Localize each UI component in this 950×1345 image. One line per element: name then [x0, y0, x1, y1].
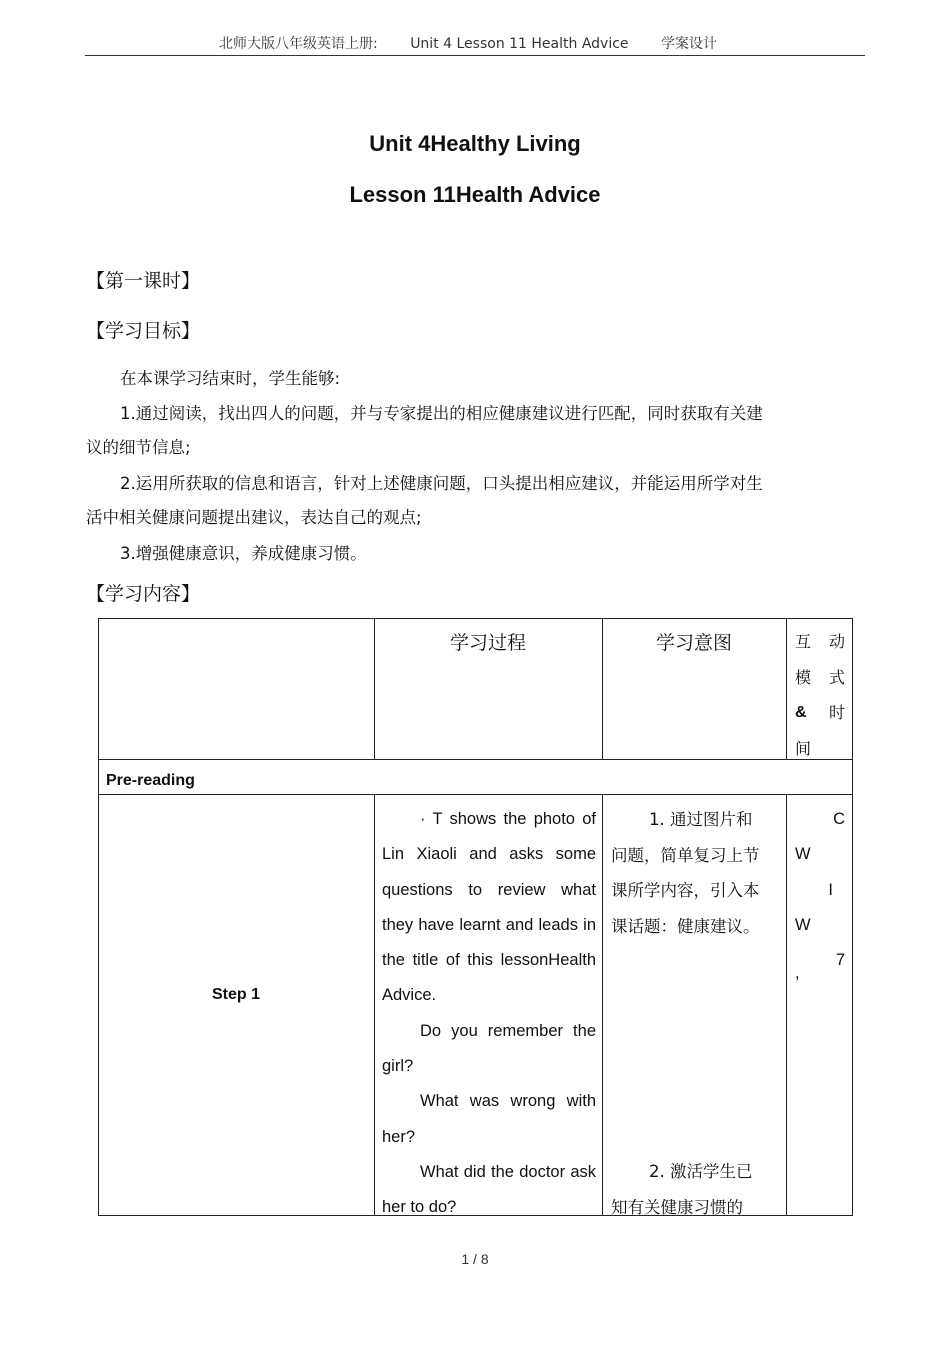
table-col-divider [374, 794, 375, 1215]
lesson-table [98, 618, 853, 1216]
table-border-right [852, 618, 853, 1216]
document-subtitle: Lesson 11Health Advice [349, 182, 601, 207]
goals-intro: 在本课学习结束时，学生能够: [120, 369, 341, 388]
process-text: · T shows the photo of Lin Xiaoli and asks some questions to review what they have learnt and leads in the title of this lessonHealth Advice. Do you remember the girl? What was wrong with her? What did the doctor ask her to do? [382, 810, 596, 1217]
page-number: 1 / 8 [461, 1251, 489, 1267]
intent-2: 2. 激活学生已 知有关健康习惯的 [611, 1162, 753, 1217]
section-goals: 【学习目标】 [86, 320, 201, 342]
header-book: 北师大版八年级英语上册: [219, 36, 378, 52]
header-type: 学案设计 [660, 36, 717, 52]
table-row-divider [98, 759, 853, 760]
goal-3: 3.增强健康意识，养成健康习惯。 [120, 544, 367, 563]
table-col-divider [786, 618, 787, 759]
table-row-divider [98, 794, 853, 795]
goal-1: 1.通过阅读，找出四人的问题，并与专家提出的相应健康建议进行匹配，同时获取有关建 议的细节信息; [86, 404, 763, 457]
section-content: 【学习内容】 [86, 583, 201, 605]
document-title: Unit 4Healthy Living [369, 131, 581, 156]
table-col-divider [786, 794, 787, 1215]
section-period: 【第一课时】 [86, 270, 201, 292]
table-border-left [98, 618, 99, 1216]
step-label: Step 1 [211, 986, 260, 1003]
header-mode-time: 互 动 模 式 & 时 间 [795, 632, 845, 758]
mode-time-values: C W I W 7 , [795, 810, 845, 983]
page-header [85, 33, 865, 56]
header-lesson: Unit 4 Lesson 11 Health Advice [410, 36, 629, 52]
header-intent: 学习意图 [655, 632, 732, 654]
goal-2: 2.运用所获取的信息和语言，针对上述健康问题，口头提出相应建议，并能运用所学对生 活中相关健康问题提出建议，表达自己的观点; [86, 474, 763, 527]
table-border-top [98, 618, 853, 619]
section-pre-reading: Pre-reading [106, 772, 195, 789]
header-process: 学习过程 [449, 632, 526, 654]
table-col-divider [602, 794, 603, 1215]
intent-1: 1. 通过图片和 问题，简单复习上节 课所学内容，引入本 课话题：健康建议。 [611, 810, 760, 936]
